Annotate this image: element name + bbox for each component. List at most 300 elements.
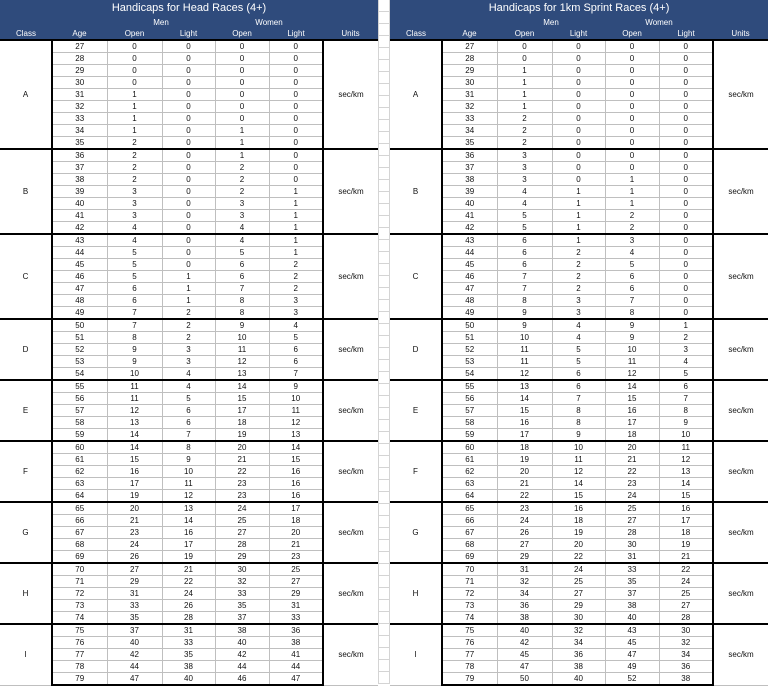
age-cell: 61 bbox=[52, 454, 107, 466]
men-light-cell: 10 bbox=[162, 466, 215, 478]
col-header-class: Class bbox=[0, 28, 52, 40]
women-light-cell: 1 bbox=[269, 186, 323, 198]
table-row bbox=[390, 649, 768, 661]
table-row bbox=[390, 77, 768, 89]
women-open-cell: 2 bbox=[605, 222, 659, 235]
men-open-cell: 5 bbox=[107, 259, 162, 271]
women-open-cell: 0 bbox=[215, 77, 269, 89]
age-cell: 71 bbox=[442, 576, 497, 588]
men-light-cell: 1 bbox=[162, 295, 215, 307]
age-cell: 64 bbox=[52, 490, 107, 503]
units-cell: sec/km bbox=[713, 380, 768, 441]
table-row bbox=[390, 539, 768, 551]
men-light-cell: 1 bbox=[552, 222, 605, 235]
women-open-cell: 0 bbox=[215, 101, 269, 113]
women-light-cell: 5 bbox=[659, 368, 713, 381]
women-open-cell: 40 bbox=[215, 637, 269, 649]
men-open-cell: 7 bbox=[497, 283, 552, 295]
women-open-cell: 23 bbox=[605, 478, 659, 490]
men-light-cell: 0 bbox=[552, 174, 605, 186]
age-cell: 34 bbox=[52, 125, 107, 137]
women-light-cell: 6 bbox=[659, 380, 713, 393]
women-light-cell: 16 bbox=[269, 490, 323, 503]
women-open-cell: 20 bbox=[605, 441, 659, 454]
women-open-cell: 45 bbox=[605, 637, 659, 649]
men-light-cell: 24 bbox=[552, 563, 605, 576]
age-cell: 73 bbox=[52, 600, 107, 612]
age-cell: 66 bbox=[52, 515, 107, 527]
women-light-cell: 16 bbox=[269, 478, 323, 490]
women-light-cell: 30 bbox=[659, 624, 713, 637]
men-light-cell: 4 bbox=[162, 380, 215, 393]
age-cell: 51 bbox=[442, 332, 497, 344]
age-cell: 53 bbox=[52, 356, 107, 368]
table-row bbox=[390, 490, 768, 503]
units-cell: sec/km bbox=[323, 319, 378, 380]
age-cell: 68 bbox=[52, 539, 107, 551]
men-open-cell: 4 bbox=[107, 234, 162, 247]
class-cell: C bbox=[0, 234, 52, 319]
women-open-cell: 23 bbox=[215, 478, 269, 490]
women-open-cell: 0 bbox=[605, 65, 659, 77]
table-row bbox=[0, 661, 378, 673]
men-light-cell: 1 bbox=[552, 234, 605, 247]
men-light-cell: 4 bbox=[552, 319, 605, 332]
men-light-cell: 0 bbox=[162, 89, 215, 101]
age-cell: 57 bbox=[442, 405, 497, 417]
table-row bbox=[0, 551, 378, 564]
women-light-cell: 0 bbox=[269, 89, 323, 101]
men-open-cell: 47 bbox=[497, 661, 552, 673]
women-light-cell: 0 bbox=[659, 101, 713, 113]
women-light-cell: 4 bbox=[659, 356, 713, 368]
table-row bbox=[0, 53, 378, 65]
class-cell: I bbox=[390, 624, 442, 685]
men-light-cell: 26 bbox=[162, 600, 215, 612]
header-spacer bbox=[0, 17, 52, 28]
units-cell: sec/km bbox=[323, 149, 378, 234]
women-open-cell: 5 bbox=[605, 259, 659, 271]
units-cell: sec/km bbox=[323, 234, 378, 319]
men-open-cell: 0 bbox=[107, 65, 162, 77]
women-open-cell: 3 bbox=[215, 210, 269, 222]
women-open-cell: 35 bbox=[215, 600, 269, 612]
men-open-cell: 14 bbox=[107, 441, 162, 454]
table-row bbox=[0, 198, 378, 210]
age-cell: 55 bbox=[52, 380, 107, 393]
women-open-cell: 14 bbox=[605, 380, 659, 393]
women-light-cell: 1 bbox=[269, 234, 323, 247]
men-open-cell: 42 bbox=[107, 649, 162, 661]
men-open-cell: 33 bbox=[107, 600, 162, 612]
units-cell: sec/km bbox=[323, 40, 378, 149]
table-row bbox=[0, 149, 378, 162]
age-cell: 59 bbox=[52, 429, 107, 442]
women-light-cell: 0 bbox=[659, 283, 713, 295]
men-open-cell: 22 bbox=[497, 490, 552, 503]
men-open-cell: 6 bbox=[497, 259, 552, 271]
women-open-cell: 46 bbox=[215, 673, 269, 686]
women-light-cell: 24 bbox=[659, 576, 713, 588]
table-row bbox=[0, 113, 378, 125]
men-open-cell: 5 bbox=[497, 222, 552, 235]
men-light-cell: 2 bbox=[162, 319, 215, 332]
men-open-cell: 40 bbox=[497, 624, 552, 637]
col-header-men-open: Open bbox=[497, 28, 552, 40]
table-row bbox=[0, 612, 378, 625]
men-light-cell: 0 bbox=[162, 113, 215, 125]
men-light-cell: 0 bbox=[552, 40, 605, 53]
men-open-cell: 29 bbox=[107, 576, 162, 588]
age-cell: 40 bbox=[442, 198, 497, 210]
men-light-cell: 4 bbox=[162, 368, 215, 381]
women-open-cell: 3 bbox=[215, 198, 269, 210]
women-light-cell: 4 bbox=[269, 319, 323, 332]
class-cell: B bbox=[0, 149, 52, 234]
men-open-cell: 29 bbox=[497, 551, 552, 564]
table-row bbox=[0, 247, 378, 259]
age-cell: 49 bbox=[52, 307, 107, 320]
men-light-cell: 0 bbox=[162, 149, 215, 162]
age-cell: 42 bbox=[52, 222, 107, 235]
women-open-cell: 0 bbox=[605, 125, 659, 137]
men-light-cell: 2 bbox=[552, 259, 605, 271]
table-row bbox=[390, 53, 768, 65]
women-open-cell: 16 bbox=[605, 405, 659, 417]
men-open-cell: 24 bbox=[497, 515, 552, 527]
table-row bbox=[0, 429, 378, 442]
men-open-cell: 2 bbox=[107, 137, 162, 150]
table-row bbox=[390, 259, 768, 271]
women-light-cell: 14 bbox=[659, 478, 713, 490]
col-header-women-open: Open bbox=[215, 28, 269, 40]
men-open-cell: 1 bbox=[107, 89, 162, 101]
men-open-cell: 16 bbox=[107, 466, 162, 478]
age-cell: 78 bbox=[442, 661, 497, 673]
table-row bbox=[390, 186, 768, 198]
table-row bbox=[390, 612, 768, 625]
age-cell: 44 bbox=[52, 247, 107, 259]
men-open-cell: 9 bbox=[107, 356, 162, 368]
men-open-cell: 50 bbox=[497, 673, 552, 686]
men-open-cell: 11 bbox=[497, 356, 552, 368]
age-cell: 48 bbox=[52, 295, 107, 307]
women-light-cell: 0 bbox=[659, 234, 713, 247]
units-cell: sec/km bbox=[713, 502, 768, 563]
women-open-cell: 0 bbox=[605, 40, 659, 53]
table-row bbox=[390, 319, 768, 332]
women-light-cell: 41 bbox=[269, 649, 323, 661]
men-light-cell: 0 bbox=[162, 174, 215, 186]
col-header-women-light: Light bbox=[659, 28, 713, 40]
men-open-cell: 0 bbox=[497, 53, 552, 65]
class-cell: D bbox=[0, 319, 52, 380]
women-light-cell: 17 bbox=[269, 502, 323, 515]
table-row bbox=[0, 259, 378, 271]
men-light-cell: 5 bbox=[552, 356, 605, 368]
table-row bbox=[0, 65, 378, 77]
men-light-cell: 40 bbox=[162, 673, 215, 686]
age-cell: 58 bbox=[442, 417, 497, 429]
age-cell: 41 bbox=[442, 210, 497, 222]
men-open-cell: 2 bbox=[107, 162, 162, 174]
women-light-cell: 0 bbox=[659, 53, 713, 65]
table-row bbox=[390, 222, 768, 235]
men-open-cell: 20 bbox=[497, 466, 552, 478]
men-open-cell: 15 bbox=[497, 405, 552, 417]
women-open-cell: 24 bbox=[605, 490, 659, 503]
men-open-cell: 11 bbox=[107, 393, 162, 405]
table-row bbox=[390, 673, 768, 686]
men-open-cell: 6 bbox=[497, 234, 552, 247]
women-light-cell: 0 bbox=[659, 174, 713, 186]
women-light-cell: 0 bbox=[269, 137, 323, 150]
table-row bbox=[390, 247, 768, 259]
women-light-cell: 3 bbox=[269, 307, 323, 320]
men-open-cell: 17 bbox=[107, 478, 162, 490]
men-open-cell: 9 bbox=[497, 307, 552, 320]
age-cell: 52 bbox=[442, 344, 497, 356]
age-cell: 42 bbox=[442, 222, 497, 235]
men-open-cell: 3 bbox=[107, 198, 162, 210]
men-light-cell: 16 bbox=[162, 527, 215, 539]
men-light-cell: 6 bbox=[162, 417, 215, 429]
men-open-cell: 1 bbox=[107, 101, 162, 113]
men-open-cell: 3 bbox=[107, 186, 162, 198]
women-light-cell: 2 bbox=[269, 271, 323, 283]
table-row bbox=[390, 588, 768, 600]
women-open-cell: 9 bbox=[605, 319, 659, 332]
women-open-cell: 0 bbox=[215, 65, 269, 77]
table-row bbox=[390, 332, 768, 344]
age-cell: 30 bbox=[52, 77, 107, 89]
women-light-cell: 0 bbox=[269, 113, 323, 125]
men-light-cell: 0 bbox=[162, 77, 215, 89]
age-cell: 70 bbox=[442, 563, 497, 576]
men-light-cell: 20 bbox=[552, 539, 605, 551]
men-open-cell: 3 bbox=[107, 210, 162, 222]
men-open-cell: 38 bbox=[497, 612, 552, 625]
men-open-cell: 1 bbox=[497, 77, 552, 89]
men-open-cell: 6 bbox=[497, 247, 552, 259]
men-light-cell: 31 bbox=[162, 624, 215, 637]
women-open-cell: 7 bbox=[605, 295, 659, 307]
women-light-cell: 29 bbox=[269, 588, 323, 600]
women-light-cell: 2 bbox=[659, 332, 713, 344]
units-cell: sec/km bbox=[713, 319, 768, 380]
table-row bbox=[390, 515, 768, 527]
table-row bbox=[390, 113, 768, 125]
age-cell: 54 bbox=[442, 368, 497, 381]
women-light-cell: 9 bbox=[659, 417, 713, 429]
women-light-cell: 16 bbox=[659, 502, 713, 515]
table-body bbox=[390, 40, 768, 685]
age-cell: 73 bbox=[442, 600, 497, 612]
men-light-cell: 36 bbox=[552, 649, 605, 661]
men-light-cell: 0 bbox=[552, 65, 605, 77]
table-row bbox=[390, 368, 768, 381]
men-light-cell: 38 bbox=[162, 661, 215, 673]
women-light-cell: 20 bbox=[269, 527, 323, 539]
men-open-cell: 14 bbox=[497, 393, 552, 405]
men-light-cell: 0 bbox=[162, 198, 215, 210]
men-open-cell: 10 bbox=[107, 368, 162, 381]
men-light-cell: 14 bbox=[162, 515, 215, 527]
women-light-cell: 33 bbox=[269, 612, 323, 625]
age-cell: 41 bbox=[52, 210, 107, 222]
men-open-cell: 4 bbox=[107, 222, 162, 235]
table-title: Handicaps for 1km Sprint Races (4+) bbox=[390, 0, 768, 17]
age-cell: 43 bbox=[52, 234, 107, 247]
women-open-cell: 0 bbox=[215, 40, 269, 53]
women-open-cell: 24 bbox=[215, 502, 269, 515]
women-open-cell: 0 bbox=[605, 101, 659, 113]
men-open-cell: 5 bbox=[107, 271, 162, 283]
men-light-cell: 28 bbox=[162, 612, 215, 625]
men-open-cell: 1 bbox=[497, 65, 552, 77]
units-cell: sec/km bbox=[323, 380, 378, 441]
table-row bbox=[0, 441, 378, 454]
age-cell: 75 bbox=[442, 624, 497, 637]
men-open-cell: 1 bbox=[497, 101, 552, 113]
men-light-cell: 25 bbox=[552, 576, 605, 588]
women-light-cell: 17 bbox=[659, 515, 713, 527]
men-light-cell: 2 bbox=[552, 271, 605, 283]
class-cell: D bbox=[390, 319, 442, 380]
women-open-cell: 6 bbox=[215, 259, 269, 271]
age-cell: 38 bbox=[52, 174, 107, 186]
class-cell: H bbox=[0, 563, 52, 624]
women-light-cell: 18 bbox=[269, 515, 323, 527]
women-open-cell: 10 bbox=[215, 332, 269, 344]
head-races-table bbox=[0, 0, 378, 686]
men-open-cell: 44 bbox=[107, 661, 162, 673]
women-open-cell: 17 bbox=[215, 405, 269, 417]
men-open-cell: 5 bbox=[497, 210, 552, 222]
women-open-cell: 27 bbox=[215, 527, 269, 539]
men-open-cell: 1 bbox=[107, 113, 162, 125]
table-row bbox=[0, 405, 378, 417]
women-light-cell: 0 bbox=[659, 271, 713, 283]
table-row bbox=[0, 295, 378, 307]
age-cell: 33 bbox=[442, 113, 497, 125]
table-row bbox=[390, 563, 768, 576]
table-row bbox=[0, 502, 378, 515]
men-open-cell: 0 bbox=[497, 40, 552, 53]
table-row bbox=[0, 319, 378, 332]
table-row bbox=[0, 588, 378, 600]
men-open-cell: 26 bbox=[107, 551, 162, 564]
men-open-cell: 5 bbox=[107, 247, 162, 259]
table-row bbox=[0, 466, 378, 478]
women-open-cell: 42 bbox=[215, 649, 269, 661]
women-light-cell: 47 bbox=[269, 673, 323, 686]
age-cell: 58 bbox=[52, 417, 107, 429]
table-row bbox=[390, 429, 768, 442]
table-row bbox=[0, 174, 378, 186]
table-row bbox=[390, 454, 768, 466]
women-light-cell: 36 bbox=[269, 624, 323, 637]
age-cell: 31 bbox=[52, 89, 107, 101]
men-light-cell: 0 bbox=[552, 162, 605, 174]
women-open-cell: 0 bbox=[215, 89, 269, 101]
women-light-cell: 0 bbox=[269, 40, 323, 53]
women-light-cell: 0 bbox=[659, 89, 713, 101]
age-cell: 47 bbox=[442, 283, 497, 295]
table-row bbox=[0, 125, 378, 137]
col-header-women-open: Open bbox=[605, 28, 659, 40]
women-light-cell: 0 bbox=[269, 101, 323, 113]
men-light-cell: 6 bbox=[162, 405, 215, 417]
women-light-cell: 22 bbox=[659, 563, 713, 576]
women-open-cell: 17 bbox=[605, 417, 659, 429]
men-open-cell: 0 bbox=[107, 77, 162, 89]
women-light-cell: 15 bbox=[269, 454, 323, 466]
women-open-cell: 30 bbox=[215, 563, 269, 576]
table-row bbox=[0, 307, 378, 320]
men-light-cell: 1 bbox=[162, 271, 215, 283]
table-row bbox=[390, 624, 768, 637]
men-light-cell: 0 bbox=[162, 247, 215, 259]
women-light-cell: 38 bbox=[659, 673, 713, 686]
men-open-cell: 1 bbox=[107, 125, 162, 137]
men-light-cell: 40 bbox=[552, 673, 605, 686]
women-light-cell: 28 bbox=[659, 612, 713, 625]
age-cell: 52 bbox=[52, 344, 107, 356]
age-cell: 40 bbox=[52, 198, 107, 210]
men-open-cell: 7 bbox=[107, 319, 162, 332]
women-open-cell: 0 bbox=[605, 137, 659, 150]
table-row bbox=[0, 89, 378, 101]
table-row bbox=[390, 478, 768, 490]
age-cell: 72 bbox=[52, 588, 107, 600]
col-header-men-light: Light bbox=[552, 28, 605, 40]
women-light-cell: 27 bbox=[659, 600, 713, 612]
women-open-cell: 22 bbox=[605, 466, 659, 478]
header-spacer bbox=[323, 17, 378, 28]
women-open-cell: 14 bbox=[215, 380, 269, 393]
table-row bbox=[390, 234, 768, 247]
table-row bbox=[0, 393, 378, 405]
women-open-cell: 2 bbox=[605, 210, 659, 222]
men-light-cell: 15 bbox=[552, 490, 605, 503]
table-row bbox=[390, 198, 768, 210]
class-cell: A bbox=[0, 40, 52, 149]
men-open-cell: 2 bbox=[107, 149, 162, 162]
women-light-cell: 1 bbox=[269, 222, 323, 235]
men-open-cell: 0 bbox=[107, 53, 162, 65]
col-header-women-light: Light bbox=[269, 28, 323, 40]
women-light-cell: 25 bbox=[269, 563, 323, 576]
women-light-cell: 7 bbox=[659, 393, 713, 405]
men-light-cell: 5 bbox=[552, 344, 605, 356]
class-cell: G bbox=[0, 502, 52, 563]
age-cell: 79 bbox=[52, 673, 107, 686]
men-light-cell: 35 bbox=[162, 649, 215, 661]
table-row bbox=[0, 527, 378, 539]
units-cell: sec/km bbox=[713, 624, 768, 685]
men-light-cell: 22 bbox=[162, 576, 215, 588]
age-cell: 76 bbox=[442, 637, 497, 649]
women-open-cell: 11 bbox=[605, 356, 659, 368]
women-open-cell: 37 bbox=[215, 612, 269, 625]
women-open-cell: 0 bbox=[605, 89, 659, 101]
men-light-cell: 17 bbox=[162, 539, 215, 551]
table-row bbox=[0, 637, 378, 649]
age-cell: 30 bbox=[442, 77, 497, 89]
women-light-cell: 2 bbox=[269, 283, 323, 295]
table-row bbox=[0, 576, 378, 588]
